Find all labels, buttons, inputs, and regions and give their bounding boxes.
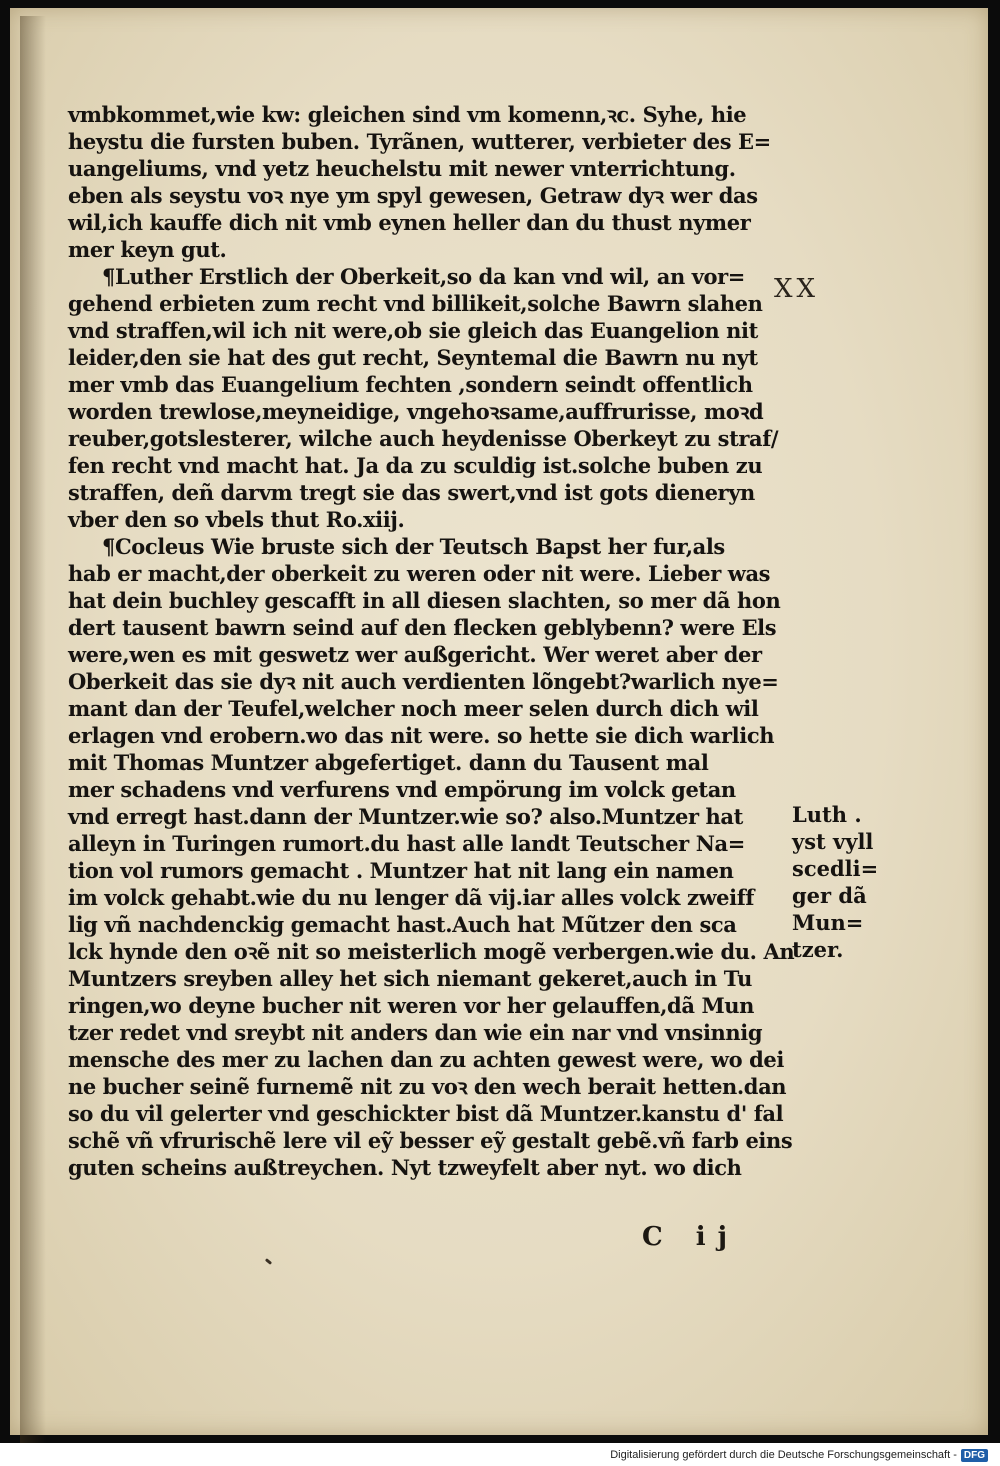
- text-line: hab er macht,der oberkeit zu weren oder nit were. Lieber was: [68, 561, 771, 586]
- text-line: mer schadens vnd verfurens vnd empörung im volck getan: [68, 777, 736, 802]
- text-line: uangeliums, vnd yetz heuchelstu mit newer vnterrichtung.: [68, 156, 736, 181]
- text-line: Muntzers sreyben alley het sich niemant gekeret,auch in Tu: [68, 966, 752, 991]
- page-gutter-shadow: [20, 16, 46, 1443]
- text-line: wil,ich kauffe dich nit vmb eynen heller dan du thust nymer: [68, 210, 751, 235]
- text-line: were,wen es mit geswetz wer außgericht. Wer weret aber der: [68, 642, 762, 667]
- text-line: vnd straffen,wil ich nit were,ob sie gleich das Euangelion nit: [68, 318, 758, 343]
- text-line: mer keyn gut.: [68, 237, 227, 262]
- text-line: vber den so vbels thut Ro.xiij.: [68, 507, 405, 532]
- text-line: dert tausent bawrn seind auf den flecken geblybenn? were Els: [68, 615, 777, 640]
- text-line: im volck gehabt.wie du nu lenger dã vij.iar alles volck zweiff: [68, 885, 754, 910]
- marginal-note-line: scedli=: [792, 856, 879, 881]
- text-line: vnd erregt hast.dann der Muntzer.wie so? also.Muntzer hat: [68, 804, 743, 829]
- text-line: tzer redet vnd sreybt nit anders dan wie ein nar vnd vnsinnig: [68, 1020, 763, 1045]
- book-page: [10, 8, 988, 1435]
- paper-speck: [265, 1258, 272, 1265]
- text-line-luther-paragraph: ¶Luther Erstlich der Oberkeit,so da kan vnd wil, an vor=: [102, 264, 745, 289]
- text-line: mit Thomas Muntzer abgefertiget. dann du Tausent mal: [68, 750, 709, 775]
- text-line: lig vñ nachdenckig gemacht hast.Auch hat Mũtzer den sca: [68, 912, 737, 937]
- text-line: leider,den sie hat des gut recht, Seyntemal die Bawrn nu nyt: [68, 345, 758, 370]
- funding-credit: Digitalisierung gefördert durch die Deutsche Forschungsgemeinschaft -: [610, 1449, 957, 1461]
- text-line-cocleus-paragraph: ¶Cocleus Wie bruste sich der Teutsch Bapst her fur,als: [102, 534, 725, 559]
- text-line: eben als seystu voꝛ nye ym spyl gewesen, Getraw dyꝛ wer das: [68, 183, 758, 208]
- text-line: alleyn in Turingen rumort.du hast alle landt Teutscher Na=: [68, 831, 745, 856]
- marginal-note-line: yst vyll: [792, 829, 874, 854]
- text-line: ne bucher seinẽ furnemẽ nit zu voꝛ den wech berait hetten.dan: [68, 1074, 787, 1099]
- text-line: reuber,gotslesterer, wilche auch heydenisse Oberkeyt zu straf/: [68, 426, 779, 451]
- text-line: schẽ vñ vfrurischẽ lere vil eỹ besser eỹ gestalt gebẽ.vñ farb eins: [68, 1128, 793, 1153]
- text-line: mant dan der Teufel,welcher noch meer selen durch dich wil: [68, 696, 759, 721]
- marginal-note-line: ger dã: [792, 883, 867, 908]
- text-line: mer vmb das Euangelium fechten ,sondern seindt offentlich: [68, 372, 753, 397]
- marginal-note-line: Luth .: [792, 802, 862, 827]
- text-line: so du vil gelerter vnd geschickter bist dã Muntzer.kanstu d' fal: [68, 1101, 784, 1126]
- marginal-note-line: Mun=: [792, 910, 864, 935]
- footer-credit: [610, 1444, 988, 1466]
- folio-number: XX: [774, 274, 820, 304]
- text-line: Oberkeit das sie dyꝛ nit auch verdienten lõngebt?warlich nye=: [68, 669, 779, 694]
- text-line: mensche des mer zu lachen dan zu achten gewest were, wo dei: [68, 1047, 784, 1072]
- signature-mark: C ij: [642, 1222, 740, 1252]
- dfg-logo: DFG: [961, 1449, 988, 1462]
- text-line: guten scheins außtreychen. Nyt tzweyfelt aber nyt. wo dich: [68, 1155, 742, 1180]
- text-line: straffen, deñ darvm tregt sie das swert,vnd ist gots dieneryn: [68, 480, 755, 505]
- text-line: hat dein buchley gescafft in all diesen slachten, so mer dã hon: [68, 588, 781, 613]
- text-line: fen recht vnd macht hat. Ja da zu sculdig ist.solche buben zu: [68, 453, 763, 478]
- text-line: heystu die fursten buben. Tyrãnen, wutterer, verbieter des E=: [68, 129, 771, 154]
- text-line: gehend erbieten zum recht vnd billikeit,solche Bawrn slahen: [68, 291, 763, 316]
- text-line: lck hynde den oꝛẽ nit so meisterlich mogẽ verbergen.wie du. An: [68, 939, 795, 964]
- text-line: ringen,wo deyne bucher nit weren vor her gelauffen,dã Mun: [68, 993, 755, 1018]
- text-line: vmbkommet,wie kw: gleichen sind vm komenn,ꝛc. Syhe, hie: [68, 102, 747, 127]
- text-line: erlagen vnd erobern.wo das nit were. so hette sie dich warlich: [68, 723, 775, 748]
- text-line: worden trewlose,meyneidige, vngehoꝛsame,auffrurisse, moꝛd: [68, 399, 764, 424]
- text-line: tion vol rumors gemacht . Muntzer hat nit lang ein namen: [68, 858, 734, 883]
- marginal-note-line: tzer.: [792, 937, 844, 962]
